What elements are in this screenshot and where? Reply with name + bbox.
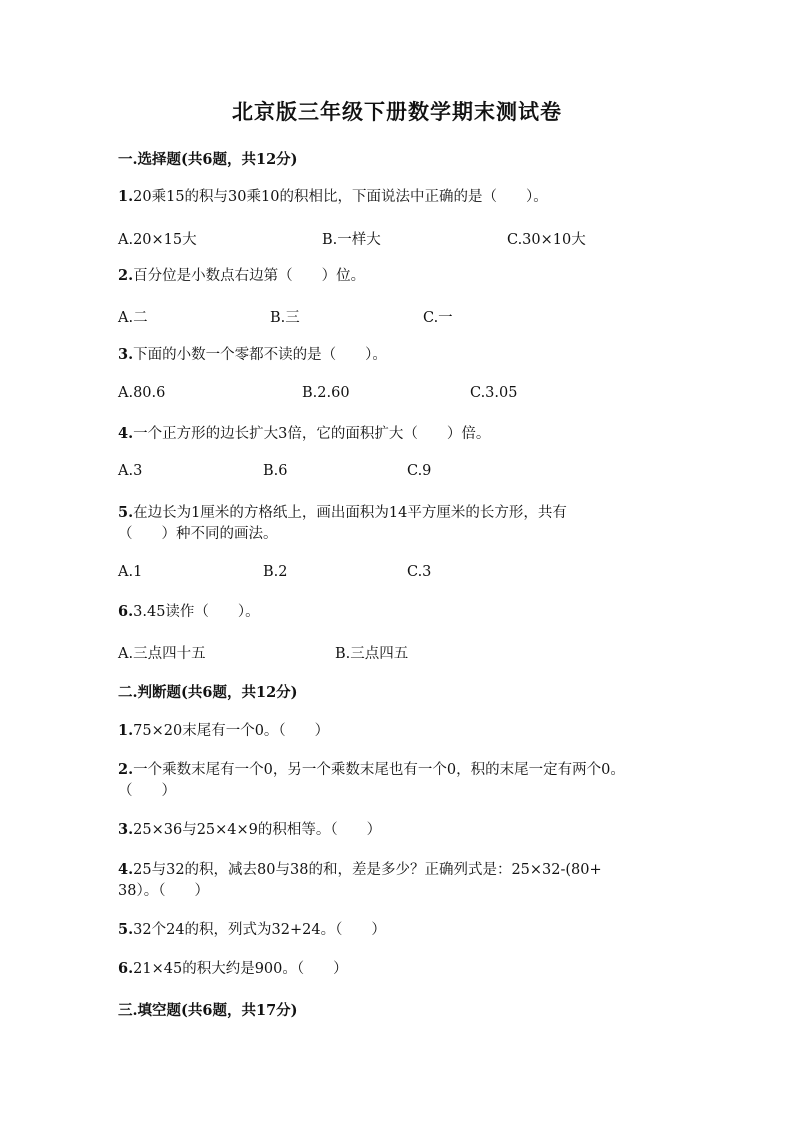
option-c: C.一 <box>423 310 453 326</box>
question-number: 3. <box>118 346 134 363</box>
question-text: 20乘15的积与30乘10的积相比，下面说法中正确的是（ ）。 <box>133 189 548 205</box>
question-text: 32个24的积，列式为32+24。（ ） <box>133 922 386 938</box>
choice-question-1 <box>118 186 548 208</box>
option-b: B.一样大 <box>322 232 381 248</box>
question-number: 4. <box>118 861 134 878</box>
judge-question-2 <box>118 759 625 802</box>
question-text: 75×20末尾有一个0。（ ） <box>133 723 330 739</box>
question-text: 百分位是小数点右边第（ ）位。 <box>133 268 366 284</box>
section-heading-choice: 一.选择题(共6题，共12分) <box>118 151 298 168</box>
question-text: 3.45读作（ ）。 <box>133 604 260 620</box>
option-c: C.9 <box>407 463 432 479</box>
question-number: 2. <box>118 761 134 778</box>
section-heading-fill: 三.填空题(共6题，共17分) <box>118 1002 298 1019</box>
option-b: B.三 <box>270 310 300 326</box>
question-text-continued: （ ） <box>118 783 176 799</box>
question-number: 6. <box>118 603 134 620</box>
question-text: 一个正方形的边长扩大3倍，它的面积扩大（ ）倍。 <box>133 426 491 442</box>
question-text: 一个乘数末尾有一个0，另一个乘数末尾也有一个0，积的末尾一定有两个0。 <box>133 762 625 778</box>
option-a: A.二 <box>118 310 148 326</box>
question-text: 在边长为1厘米的方格纸上，画出面积为14平方厘米的长方形，共有 <box>133 505 567 521</box>
question-text: 25×36与25×4×9的积相等。（ ） <box>133 822 382 838</box>
judge-question-3 <box>118 819 381 841</box>
option-b: B.三点四五 <box>335 646 409 662</box>
option-b: B.2.60 <box>302 385 350 401</box>
choice-question-3 <box>118 344 387 366</box>
question-number: 2. <box>118 267 134 284</box>
option-c: C.3 <box>407 564 432 580</box>
option-a: A.三点四十五 <box>118 646 206 662</box>
question-number: 6. <box>118 960 134 977</box>
question-number: 5. <box>118 504 134 521</box>
option-b: B.6 <box>263 463 288 479</box>
question-number: 5. <box>118 921 134 938</box>
question-number: 3. <box>118 821 134 838</box>
choice-question-4 <box>118 423 490 445</box>
question-text: 21×45的积大约是900。（ ） <box>133 961 348 977</box>
option-a: A.1 <box>118 564 143 580</box>
option-c: C.3.05 <box>470 385 518 401</box>
choice-question-2 <box>118 265 365 287</box>
page-title: 北京版三年级下册数学期末测试卷 <box>232 99 562 124</box>
option-a: A.80.6 <box>118 385 166 401</box>
judge-question-5 <box>118 919 386 941</box>
choice-question-5 <box>118 502 567 545</box>
question-text: 25与32的积，减去80与38的和，差是多少？正确列式是：25×32-(80+ <box>133 862 602 878</box>
question-text-continued: 38）。（ ） <box>118 883 209 899</box>
option-b: B.2 <box>263 564 288 580</box>
question-text-continued: （ ）种不同的画法。 <box>118 526 278 542</box>
question-number: 1. <box>118 188 134 205</box>
option-a: A.20×15大 <box>118 232 197 248</box>
judge-question-1 <box>118 720 329 742</box>
judge-question-4 <box>118 859 602 902</box>
option-c: C.30×10大 <box>507 232 586 248</box>
section-heading-judge: 二.判断题(共6题，共12分) <box>118 684 298 701</box>
question-text: 下面的小数一个零都不读的是（ ）。 <box>133 347 387 363</box>
option-a: A.3 <box>118 463 143 479</box>
question-number: 4. <box>118 425 134 442</box>
question-number: 1. <box>118 722 134 739</box>
choice-question-6 <box>118 601 260 623</box>
judge-question-6 <box>118 958 348 980</box>
